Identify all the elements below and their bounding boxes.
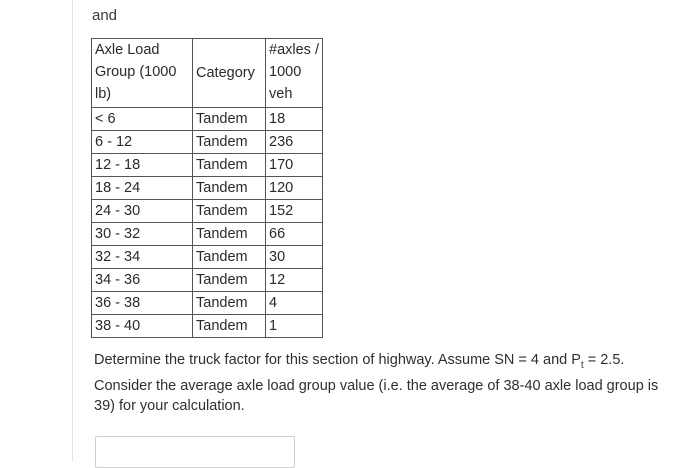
- table-row: [92, 292, 323, 315]
- cell-axle-load-group: 12 - 18: [92, 154, 193, 177]
- cell-axle-load-group: 38 - 40: [92, 315, 193, 338]
- cell-axles: 66: [266, 223, 323, 246]
- question-part1: Determine the truck factor for this section of highway. Assume SN = 4 and P: [94, 352, 581, 368]
- cell-axles: 4: [266, 292, 323, 315]
- cell-axles: 170: [266, 154, 323, 177]
- axle-load-table: [91, 38, 323, 338]
- cell-category: Tandem: [193, 154, 266, 177]
- cell-axle-load-group: 36 - 38: [92, 292, 193, 315]
- table-row: [92, 200, 323, 223]
- header-line: #axles /: [269, 42, 319, 58]
- cell-axles: 1: [266, 315, 323, 338]
- table-row: [92, 177, 323, 200]
- cell-category: Tandem: [193, 108, 266, 131]
- header-category: Category: [193, 39, 266, 108]
- cell-axles: 120: [266, 177, 323, 200]
- cell-category: Tandem: [193, 177, 266, 200]
- table-row: [92, 246, 323, 269]
- intro-text: and: [92, 7, 118, 24]
- header-line: Group (1000: [95, 64, 177, 80]
- cell-category: Tandem: [193, 269, 266, 292]
- table-row: [92, 315, 323, 338]
- cell-axles: 18: [266, 108, 323, 131]
- cell-category: Tandem: [193, 131, 266, 154]
- header-axle-load-group: [92, 39, 193, 108]
- header-line: veh: [269, 86, 293, 102]
- question-text: [94, 350, 674, 416]
- cell-category: Tandem: [193, 200, 266, 223]
- cell-axles: 30: [266, 246, 323, 269]
- cell-axle-load-group: 32 - 34: [92, 246, 193, 269]
- cell-axle-load-group: 6 - 12: [92, 131, 193, 154]
- left-border: [72, 0, 73, 462]
- cell-axles: 12: [266, 269, 323, 292]
- table-row: [92, 154, 323, 177]
- table-row: [92, 269, 323, 292]
- cell-category: Tandem: [193, 315, 266, 338]
- table-row: [92, 223, 323, 246]
- cell-axle-load-group: 24 - 30: [92, 200, 193, 223]
- header-axles-per-1000-veh: [266, 39, 323, 108]
- cell-category: Tandem: [193, 223, 266, 246]
- cell-category: Tandem: [193, 246, 266, 269]
- cell-axles: 152: [266, 200, 323, 223]
- table-row: [92, 108, 323, 131]
- cell-axle-load-group: 18 - 24: [92, 177, 193, 200]
- table-row: [92, 131, 323, 154]
- question-part2: = 2.5. Consider the average axle load group value (i.e. the average of 38-40 axle load group is 39) for your calculation.: [94, 352, 659, 414]
- cell-axle-load-group: 34 - 36: [92, 269, 193, 292]
- cell-axles: 236: [266, 131, 323, 154]
- cell-category: Tandem: [193, 292, 266, 315]
- table-header-row: [92, 39, 323, 108]
- header-line: Axle Load: [95, 42, 160, 58]
- cell-axle-load-group: < 6: [92, 108, 193, 131]
- question-subscript: t: [580, 359, 584, 371]
- header-line: 1000: [269, 64, 302, 80]
- cell-axle-load-group: 30 - 32: [92, 223, 193, 246]
- answer-input[interactable]: [95, 436, 295, 468]
- header-line: lb): [95, 86, 112, 102]
